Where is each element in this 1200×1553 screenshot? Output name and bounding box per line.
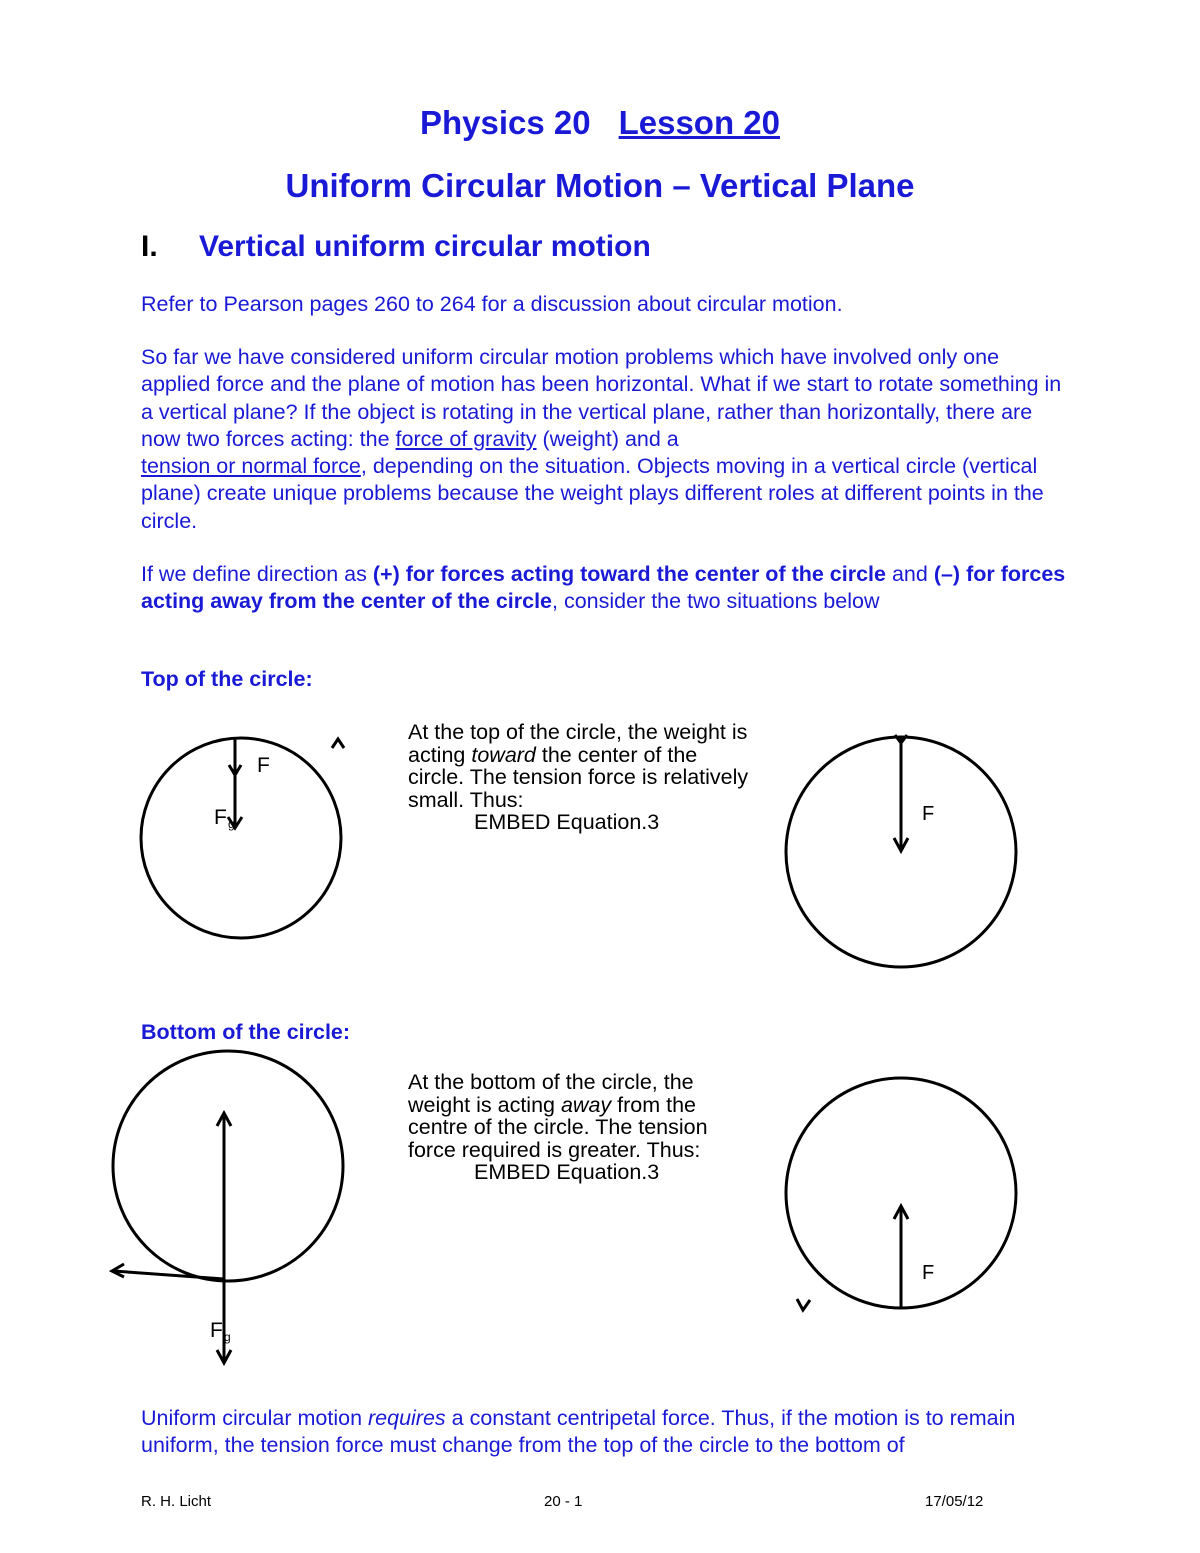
closing-text-2: a constant centripetal force. Thus, if the motion is to remain uniform, the tension force must change from the top of the circle to the bottom of <box>141 1406 1016 1458</box>
bottom-right-velocity-arrowhead <box>797 1299 810 1310</box>
bottom-description <box>408 1071 758 1184</box>
closing-text-1: Uniform circular motion <box>141 1406 368 1430</box>
top-left-diagram <box>100 715 380 965</box>
bottom-left-diagram <box>100 1050 380 1370</box>
footer-date: 17/05/12 <box>925 1493 984 1510</box>
refer-paragraph: Refer to Pearson pages 260 to 264 for a discussion about circular motion. <box>141 292 843 316</box>
lesson-title: Lesson 20 <box>618 104 781 141</box>
direction-text-1: If we define direction as <box>141 562 373 586</box>
direction-text-2: and <box>885 562 934 586</box>
top-equation: EMBED Equation.3 <box>474 810 660 834</box>
direction-minus: (–) for forces acting away from the center of the circle <box>141 562 1066 614</box>
bottom-left-weight-subscript: g <box>224 1330 231 1344</box>
bottom-heading: Bottom of the circle: <box>141 1020 351 1044</box>
top-desc-1: At the top of the circle, the weight is acting <box>408 720 748 767</box>
tension-term: tension or normal force <box>141 454 361 479</box>
top-description <box>408 721 758 834</box>
section-heading <box>141 230 651 264</box>
bottom-left-velocity-arrow <box>114 1271 224 1279</box>
bottom-left-circle <box>113 1051 343 1281</box>
section-number: I. <box>141 230 158 263</box>
bottom-right-diagram <box>770 1070 1040 1340</box>
closing-emphasis: requires <box>368 1406 446 1430</box>
top-left-weight-subscript: g <box>228 817 235 831</box>
velocity-arrowhead <box>332 739 344 748</box>
bottom-left-weight-label: F <box>210 1319 223 1342</box>
course-title: Physics 20 <box>419 104 591 141</box>
bottom-desc-emphasis: away <box>560 1092 612 1117</box>
intro-text-1: So far we have considered uniform circular motion problems which have involved only one applied force and the plane of motion has been horizontal. What if we start to rotate something in a vertical plane? If the object is rotating in the vertical plane, rather than horizontally, there are now two forces acting: the <box>141 345 1062 451</box>
top-right-diagram <box>770 720 1040 980</box>
direction-paragraph <box>141 561 1071 616</box>
top-heading: Top of the circle: <box>141 667 313 691</box>
topic-title: Uniform Circular Motion – Vertical Plane <box>285 167 915 204</box>
footer-author: R. H. Licht <box>141 1493 212 1510</box>
intro-text-3: , depending on the situation. Objects moving in a vertical circle (vertical plane) create unique problems because the weight plays different roles at different points in the circle. <box>141 454 1044 533</box>
top-desc-emphasis: toward <box>471 742 536 767</box>
top-desc-2: the center of the circle. The tension force is relatively small. Thus: <box>408 742 749 812</box>
direction-plus: (+) for forces acting toward the center of the circle <box>372 562 886 586</box>
bottom-equation: EMBED Equation.3 <box>474 1160 660 1184</box>
section-title: Vertical uniform circular motion <box>199 230 651 263</box>
top-left-tension-label: F <box>257 754 270 777</box>
intro-paragraph <box>141 344 1071 535</box>
bottom-desc-1: At the bottom of the circle, the weight is acting <box>408 1070 694 1117</box>
force-of-gravity-term: force of gravity <box>395 426 537 451</box>
footer-page-number: 20 - 1 <box>544 1493 583 1510</box>
direction-text-3: , consider the two situations below <box>552 589 880 614</box>
top-left-circle <box>141 738 341 938</box>
top-left-weight-label: F <box>214 806 227 829</box>
intro-text-2: (weight) and a <box>536 426 679 451</box>
closing-paragraph <box>141 1405 1071 1460</box>
bottom-right-force-label: F <box>922 1262 935 1284</box>
bottom-desc-2: from the centre of the circle. The tension force required is greater. Thus: <box>408 1092 708 1162</box>
document-title <box>0 104 1200 142</box>
top-right-force-label: F <box>922 803 935 825</box>
